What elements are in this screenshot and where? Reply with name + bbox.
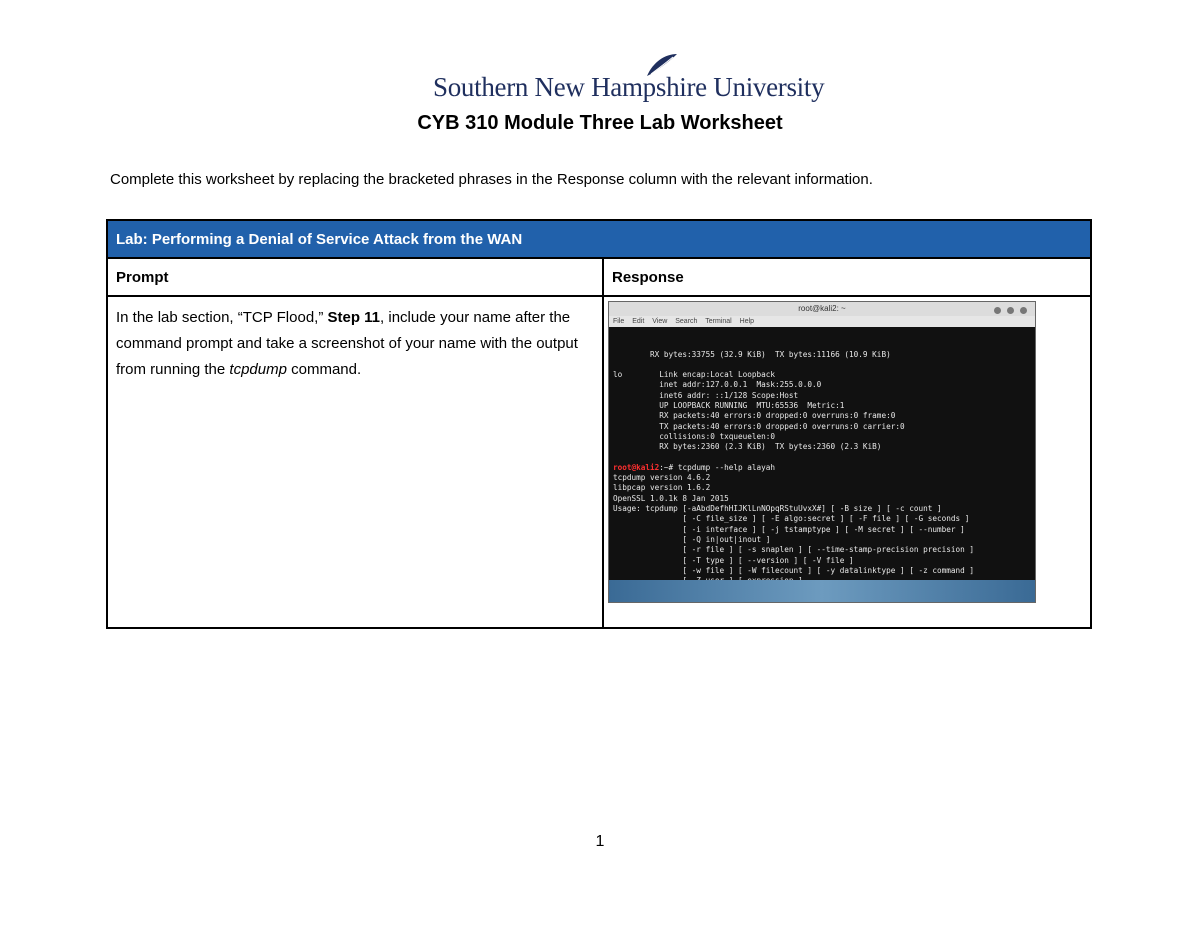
terminal-title: root@kali2: ~: [798, 304, 846, 313]
menu-item: View: [652, 318, 668, 325]
command-text: tcpdump --help alayah: [677, 462, 776, 472]
prompt-suffix: :~#: [659, 462, 678, 472]
command-line: [613, 463, 1031, 473]
terminal-line: [613, 360, 1031, 370]
terminal-line: [ -C file_size ] [ -E algo:secret ] [ -F file ] [ -G seconds ]: [613, 514, 970, 524]
lab-title: Lab: Performing a Denial of Service Attack from the WAN: [107, 220, 1091, 258]
terminal-line: [613, 453, 1031, 463]
terminal-line: [ -r file ] [ -s snaplen ] [ --time-stamp-precision precision ]: [613, 545, 975, 555]
table-row: [107, 296, 1091, 628]
logo-text: Southern New Hampshire University: [433, 72, 825, 102]
terminal-line: OpenSSL 1.0.1k 8 Jan 2015: [613, 493, 729, 503]
response-cell: [603, 296, 1091, 628]
terminal-line: tcpdump version 4.6.2: [613, 473, 711, 483]
shell-prompt: root@kali2: [613, 462, 660, 472]
maximize-icon: [1007, 307, 1014, 314]
response-column-header: Response: [603, 258, 1091, 296]
worksheet-table: [106, 219, 1092, 629]
instructions-text: Complete this worksheet by replacing the bracketed phrases in the Response column with the relevant information.: [110, 171, 873, 188]
menu-item: Help: [739, 318, 755, 325]
terminal-titlebar: [609, 302, 1035, 316]
prompt-text-continued: , include your name after the command prompt and take a screenshot of your name with the output from running the: [116, 309, 578, 378]
close-icon: [1020, 307, 1027, 314]
page-number: 1: [595, 833, 605, 850]
terminal-line: Usage: tcpdump [-aAbdDefhHIJKlLnNOpqRStuUvxX#] [ -B size ] [ -c count ]: [613, 504, 942, 514]
terminal-line: collisions:0 txqueuelen:0: [613, 431, 775, 441]
terminal-line: TX packets:40 errors:0 dropped:0 overruns:0 carrier:0: [613, 421, 905, 431]
menu-item: Search: [675, 318, 698, 325]
prompt-column-header: Prompt: [107, 258, 603, 296]
prompt-cell: [107, 296, 603, 628]
menu-item: File: [613, 318, 625, 325]
prompt-text: In the lab section, “TCP Flood,”: [116, 309, 328, 326]
desktop-taskbar: [609, 580, 1035, 602]
terminal-line: RX bytes:33755 (32.9 KiB) TX bytes:11166 (10.9 KiB): [613, 349, 891, 359]
prompt-command-name: tcpdump: [229, 361, 287, 378]
minimize-icon: [994, 307, 1001, 314]
terminal-line: UP LOOPBACK RUNNING MTU:65536 Metric:1: [613, 401, 845, 411]
column-header-row: [107, 258, 1091, 296]
terminal-menubar: [609, 316, 1035, 327]
university-logo: [433, 52, 825, 104]
command-output: [613, 473, 1031, 586]
terminal-lines: [613, 350, 1031, 463]
menu-item: Terminal: [705, 318, 732, 325]
terminal-line: lo Link encap:Local Loopback: [613, 370, 775, 380]
terminal-screenshot: [608, 301, 1036, 603]
terminal-output: [609, 327, 1035, 603]
terminal-line: RX packets:40 errors:0 dropped:0 overruns:0 frame:0: [613, 411, 896, 421]
prompt-text-end: command.: [286, 361, 362, 378]
menu-item: Edit: [632, 318, 645, 325]
window-controls: [988, 305, 1027, 319]
document-title: CYB 310 Module Three Lab Worksheet: [417, 112, 783, 134]
terminal-line: [ -Q in|out|inout ]: [613, 534, 771, 544]
prompt-step: Step 11: [327, 309, 381, 326]
lab-header-row: [107, 220, 1091, 258]
terminal-line: RX bytes:2360 (2.3 KiB) TX bytes:2360 (2.3 KiB): [613, 442, 882, 452]
terminal-line: inet addr:127.0.0.1 Mask:255.0.0.0: [613, 380, 822, 390]
terminal-line: libpcap version 1.6.2: [613, 483, 711, 493]
terminal-line: [ -i interface ] [ -j tstamptype ] [ -M secret ] [ --number ]: [613, 524, 965, 534]
terminal-line: [ -w file ] [ -W filecount ] [ -y datalinktype ] [ -z command ]: [613, 565, 975, 575]
terminal-line: inet6 addr: ::1/128 Scope:Host: [613, 390, 799, 400]
terminal-line: [ -T type ] [ --version ] [ -V file ]: [613, 555, 854, 565]
